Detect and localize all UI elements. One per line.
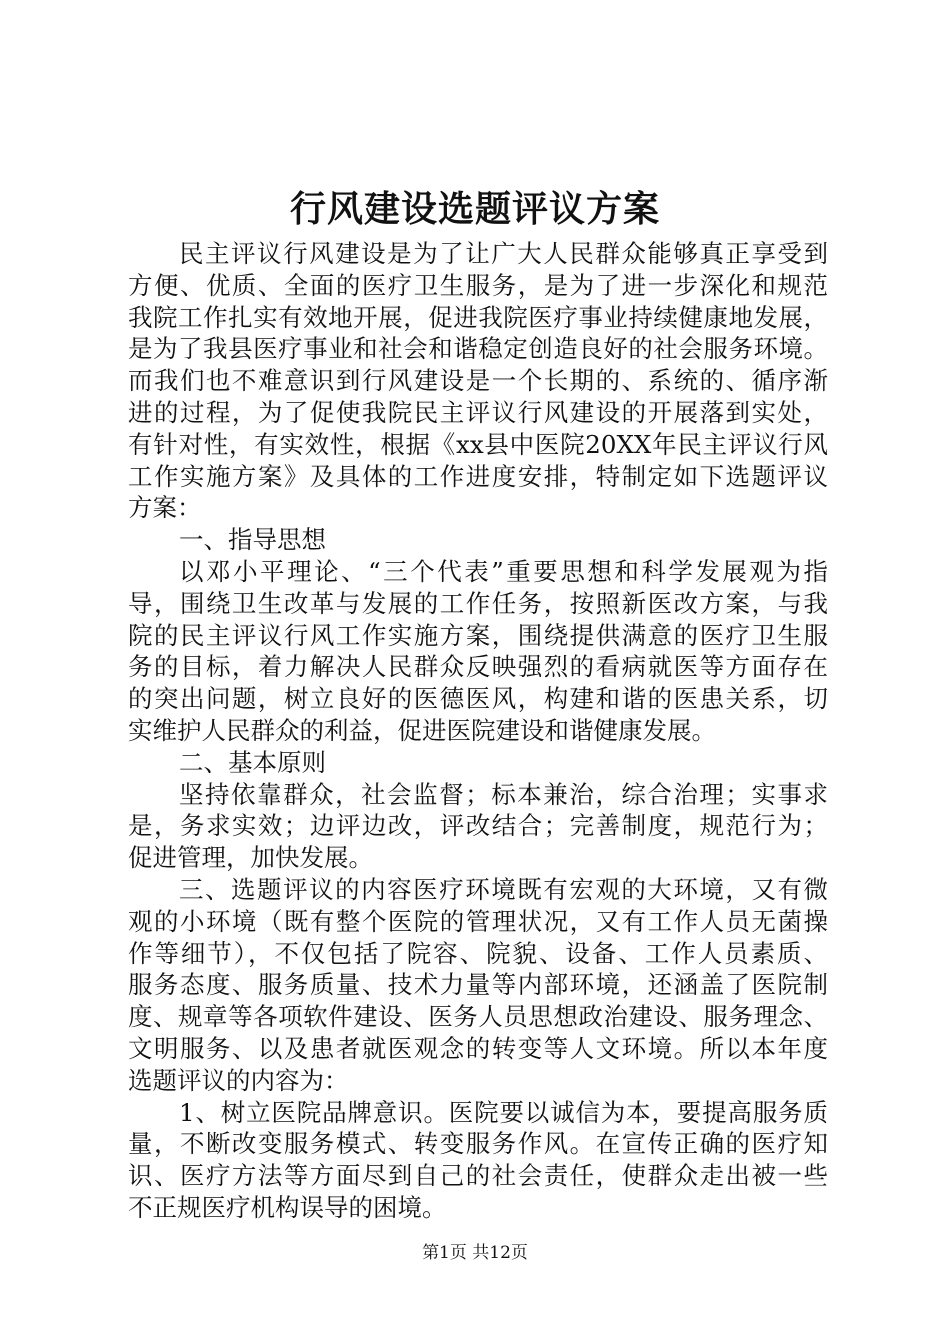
text-line: 不正规医疗机构误导的困境。 [128, 1192, 447, 1222]
text-line: 的突出问题，树立良好的医德医风，构建和谐的医患关系，切 [128, 684, 828, 714]
text-line: 以邓小平理论、“三个代表”重要思想和科学发展观为指 [179, 556, 828, 586]
text-line: 促进管理，加快发展。 [128, 843, 373, 873]
text-line: 方案： [128, 493, 202, 523]
text-line: 是为了我县医疗事业和社会和谐稳定创造良好的社会服务环境。 [128, 334, 828, 364]
page-footer: 第1页 共12页 [422, 1243, 528, 1263]
text-line: 一、指导思想 [179, 525, 326, 555]
text-line: 文明服务、以及患者就医观念的转变等人文环境。所以本年度 [128, 1033, 828, 1063]
text-line: 院的民主评议行风工作实施方案，围绕提供满意的医疗卫生服 [128, 620, 828, 650]
text-line: 坚持依靠群众，社会监督；标本兼治，综合治理；实事求 [179, 779, 828, 809]
text-line: 服务态度、服务质量、技术力量等内部环境，还涵盖了医院制 [128, 970, 828, 1000]
text-line: 方便、优质、全面的医疗卫生服务，是为了进一步深化和规范 [128, 270, 828, 300]
text-line: 1、树立医院品牌意识。医院要以诚信为本，要提高服务质 [179, 1097, 828, 1127]
document-title: 行风建设选题评议方案 [289, 188, 660, 230]
text-line: 实维护人民群众的利益，促进医院建设和谐健康发展。 [128, 715, 716, 745]
text-line: 是，务求实效；边评边改，评改结合；完善制度，规范行为； [128, 811, 828, 841]
text-line: 进的过程，为了促使我院民主评议行风建设的开展落到实处， [128, 397, 828, 427]
text-line: 务的目标，着力解决人民群众反映强烈的看病就医等方面存在 [128, 652, 828, 682]
text-line: 而我们也不难意识到行风建设是一个长期的、系统的、循序渐 [128, 366, 828, 396]
text-line: 我院工作扎实有效地开展，促进我院医疗事业持续健康地发展， [128, 302, 828, 332]
text-line: 三、选题评议的内容医疗环境既有宏观的大环境，又有微 [179, 874, 828, 904]
text-line: 导，围绕卫生改革与发展的工作任务，按照新医改方案，与我 [128, 588, 828, 618]
text-line: 选题评议的内容为： [128, 1065, 349, 1095]
text-line: 观的小环境（既有整个医院的管理状况，又有工作人员无菌操 [128, 906, 828, 936]
document-body [128, 238, 828, 1224]
text-line: 量，不断改变服务模式、转变服务作风。在宣传正确的医疗知 [128, 1129, 828, 1159]
text-line: 识、医疗方法等方面尽到自己的社会责任，使群众走出被一些 [128, 1161, 828, 1191]
text-line: 作等细节），不仅包括了院容、院貌、设备、工作人员素质、 [128, 938, 828, 968]
text-line: 二、基本原则 [179, 747, 326, 777]
text-line: 度、规章等各项软件建设、医务人员思想政治建设、服务理念、 [128, 1002, 828, 1032]
text-line: 有针对性，有实效性，根据《xx县中医院20XX年民主评议行风 [128, 429, 828, 459]
text-line: 工作实施方案》及具体的工作进度安排，特制定如下选题评议 [128, 461, 828, 491]
text-line: 民主评议行风建设是为了让广大人民群众能够真正享受到 [179, 239, 828, 268]
